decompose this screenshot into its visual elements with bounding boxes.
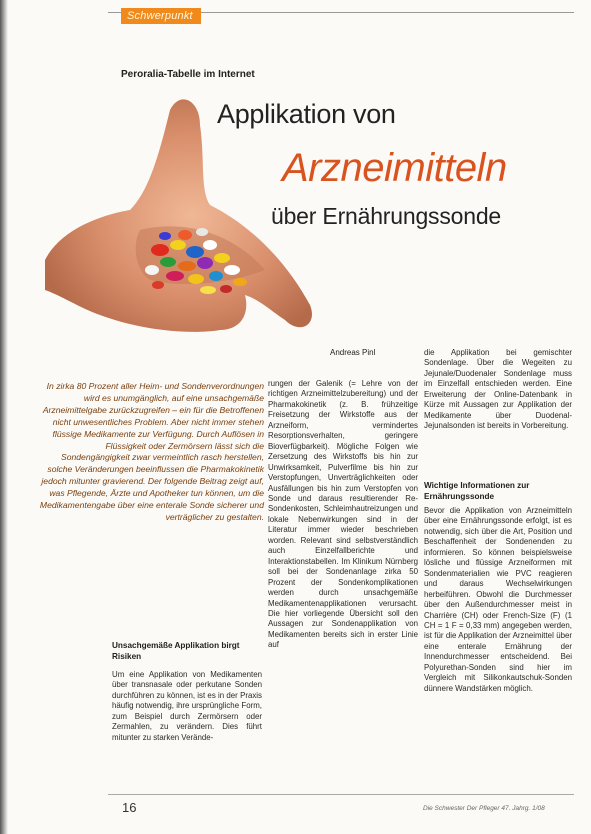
article-title-line1: Applikation von: [217, 99, 396, 129]
column1-body: Um eine Applikation von Medikamenten über transnasale oder perkutane Sonden durchführen zu können, ist es in der Praxis häufig notwendig, ihre ursprüngliche Form, zum Beispiel durch Zermörsern oder Zermahlen, zu verändern. Dies führt mitunter zu starken Verände-: [112, 670, 262, 742]
page-number: 16: [122, 800, 137, 815]
article-author: Andreas Pinl: [330, 348, 376, 357]
article-intro: In zirka 80 Prozent aller Heim- und Sondenverordnungen wird es unumgänglich, auf eine unsachgemäße Arzneimittelgabe zurückzugreifen – ein für die Betroffenen nicht unwesentliches Problem. Aber nicht immer stehen flüssige Medikamente zur Verfügung. Durch Auflösen in Flüssigkeit oder Zermörsern lässt sich die Sondengängigkeit zwar vermeintlich rasch herstellen, solche Veränderungen beeinflussen die Pharmakokinetik jedoch mitunter gravierend. Der folgende Beitrag zeigt auf, was Pflegende, Ärzte und Apotheker tun können, um die Medikamentengabe über eine enterale Sonde sicherer und verträglicher zu gestalten.: [39, 381, 264, 522]
page-binding-shadow: [0, 0, 8, 834]
hand-with-pills-illustration: [40, 80, 320, 380]
article-title-line2: Arzneimitteln: [282, 146, 507, 190]
column3-heading: Wichtige Informationen zur Ernährungssonde: [424, 481, 530, 501]
article-rubric: Peroralia-Tabelle im Internet: [121, 69, 255, 80]
column2-body: rungen der Galenik (= Lehre von der richtigen Arzneimittelzubereitung) und der Pharmakokinetik (z. B. frühzeitige Freisetzung der Wirkstoffe aus der Arzneiform, vermindertes Resorptionsverhalten, geringere Bioverfügbarkeit). Mögliche Folgen wie Zersetzung des Wirkstoffs bis hin zur Unwirksamkeit, Pulverfilme bis hin zur Verstopfungen, Unverträglichkeiten oder Ausfällungen bis hin zum Verstopfen von Sonde und daraus resultierender Re-Sondenkosten, Schleimhautreizungen und lokale Nebenwirkungen sind in der Literatur immer wieder beschrieben worden. Relevant sind selbstverständlich auch Einzelfallberichte und Interaktionstabellen. Im Klinikum Nürnberg soll bei der Sondenanlage zirka 50 Prozent der Sondenkomplikationen werden durch unsachgemäße Medikamentenapplikationen verursacht. Die hier vorliegende Übersicht soll den Aussagen zur Sondenapplikation von Medikamenten bereits sich in erster Linie auf: [268, 379, 418, 650]
column1-heading: Unsachgemäße Applikation birgt Risiken: [112, 641, 240, 661]
column3-body-top: die Applikation bei gemischter Sondenlage. Über die Wegeiten zu Jejunale/Duodenaler Sondenlage muss im Einzelfall entschieden werden. Eine Erweiterung der Online-Datenbank in Kürze mit Aussagen zur Applikation der Medikamente über Duodenal-Jejunalsonden ist bereits in Vorbereitung.: [424, 348, 572, 431]
section-tag: Schwerpunkt: [121, 8, 201, 24]
article-title-line3: über Ernährungssonde: [271, 203, 501, 229]
column3-body-bottom: Bevor die Applikation von Arzneimitteln über eine Ernährungssonde erfolgt, ist es notwendig, sich über die Art, Position und Beschaffenheit der Sondenenden zu informieren. So können beispielsweise lösliche und flüssige Arzneiformen mit Sondenmaterialien wie PVC reagieren und daraus Wechselwirkungen herbeiführen. Obwohl die Durchmesser über den Außendurchmesser meist in Charrière (CH) oder French-Size (F) (1 CH = 1 F = 0,33 mm) angegeben werden, ist für die Applikation der Arzneimittel über eine enterale Ernährung der Innendurchmesser entscheidend. Bei Polyurethan-Sonden sind hier im Vergleich mit Silikonkautschuk-Sonden dünnere Wandstärken möglich.: [424, 506, 572, 693]
footer-source: Die Schwester Der Pfleger 47. Jahrg. 1/08: [423, 805, 545, 812]
footer-rule: [108, 794, 574, 795]
